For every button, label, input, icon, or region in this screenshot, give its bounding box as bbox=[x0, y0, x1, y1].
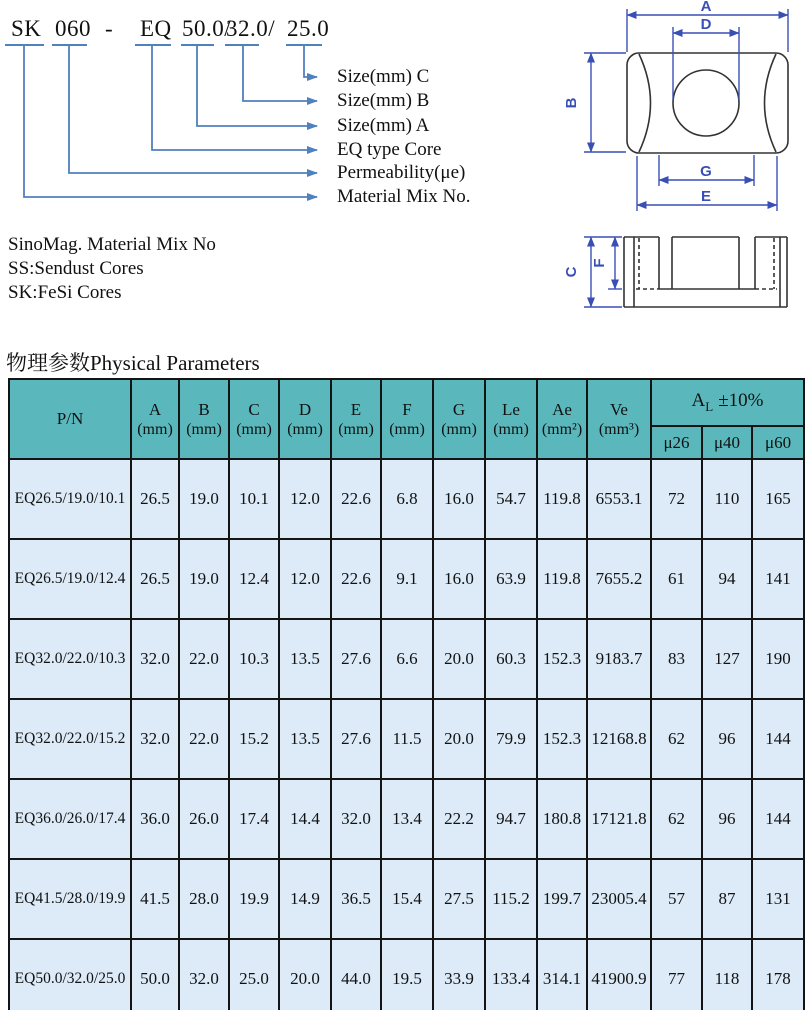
core-dimension-drawing bbox=[562, 0, 810, 336]
material-notes bbox=[8, 233, 216, 305]
dim-label-c: C bbox=[563, 266, 580, 278]
callout-label-size-c: Size(mm) C bbox=[337, 66, 430, 87]
table-row: EQ26.5/19.0/12.4 26.5 19.0 12.4 12.0 22.6 9.1 16.0 63.9 119.8 7655.2 61 94 141 bbox=[9, 539, 804, 619]
part-code-type: EQ bbox=[140, 16, 172, 41]
col-header-a: A (mm) bbox=[131, 379, 179, 459]
part-code-size-a: 50.0/ bbox=[182, 16, 232, 41]
col-header-e: E (mm) bbox=[331, 379, 381, 459]
callout-label-material: Material Mix No. bbox=[337, 186, 471, 207]
col-header-al: $A_L \pm 10\%$ bbox=[651, 379, 804, 426]
table-title bbox=[6, 347, 260, 377]
col-header-pn: P/N bbox=[9, 379, 131, 459]
pn-cell: EQ50.0/32.0/25.0 bbox=[9, 939, 131, 1010]
col-header-b: B (mm) bbox=[179, 379, 229, 459]
pn-cell: EQ41.5/28.0/19.9 bbox=[9, 859, 131, 939]
header-row bbox=[9, 379, 804, 426]
table-row: EQ36.0/26.0/17.4 36.0 26.0 17.4 14.4 32.0 13.4 22.2 94.7 180.8 17121.8 62 96 144 bbox=[9, 779, 804, 859]
dim-label-f: F bbox=[591, 258, 608, 268]
top-view-dimensions bbox=[584, 9, 788, 211]
col-header-ae: Ae (mm²) bbox=[537, 379, 587, 459]
col-header-f: F (mm) bbox=[381, 379, 433, 459]
core-top-view bbox=[627, 53, 788, 153]
col-header-u60: μ60 bbox=[752, 426, 804, 459]
table-title-cn: 物理参数 bbox=[6, 351, 90, 375]
dim-label-e: E bbox=[700, 188, 712, 205]
callout-label-core-type: EQ type Core bbox=[337, 139, 442, 160]
part-code-permeability: 060 bbox=[55, 16, 91, 41]
part-code-callout-lines bbox=[0, 0, 560, 215]
col-header-u26: μ26 bbox=[651, 426, 702, 459]
part-code-size-b: 32.0/ bbox=[226, 16, 276, 41]
callout-label-size-b: Size(mm) B bbox=[337, 90, 430, 111]
table-row: EQ41.5/28.0/19.9 41.5 28.0 19.9 14.9 36.5 15.4 27.5 115.2 199.7 23005.4 57 87 131 bbox=[9, 859, 804, 939]
col-header-d: D (mm) bbox=[279, 379, 331, 459]
note-sk: SK:FeSi Cores bbox=[8, 282, 122, 303]
note-sinomag: SinoMag. Material Mix No bbox=[8, 234, 216, 255]
col-header-c: C (mm) bbox=[229, 379, 279, 459]
callout-label-permeability: Permeability(μe) bbox=[337, 162, 466, 183]
table-row: EQ32.0/22.0/15.2 32.0 22.0 15.2 13.5 27.6 11.5 20.0 79.9 152.3 12168.8 62 96 144 bbox=[9, 699, 804, 779]
side-view-dimensions bbox=[584, 237, 622, 307]
pn-cell: EQ36.0/26.0/17.4 bbox=[9, 779, 131, 859]
table-title-en: Physical Parameters bbox=[90, 351, 260, 375]
callout-label-size-a: Size(mm) A bbox=[337, 115, 430, 136]
col-header-u40: μ40 bbox=[702, 426, 752, 459]
pn-cell: EQ32.0/22.0/15.2 bbox=[9, 699, 131, 779]
pn-cell: EQ32.0/22.0/10.3 bbox=[9, 619, 131, 699]
col-header-ve: Ve (mm³) bbox=[587, 379, 651, 459]
col-header-g: G (mm) bbox=[433, 379, 485, 459]
callout-connectors bbox=[24, 45, 317, 197]
pn-cell: EQ26.5/19.0/12.4 bbox=[9, 539, 131, 619]
physical-parameters-table bbox=[8, 378, 805, 1010]
pn-cell: EQ26.5/19.0/10.1 bbox=[9, 459, 131, 539]
core-side-view bbox=[624, 237, 787, 307]
table-row: EQ50.0/32.0/25.0 50.0 32.0 25.0 20.0 44.0 19.5 33.9 133.4 314.1 41900.9 77 118 178 bbox=[9, 939, 804, 1010]
col-header-le: Le (mm) bbox=[485, 379, 537, 459]
dim-label-a: A bbox=[700, 0, 712, 15]
table-row: EQ26.5/19.0/10.1 26.5 19.0 10.1 12.0 22.6 6.8 16.0 54.7 119.8 6553.1 72 110 165 bbox=[9, 459, 804, 539]
dim-label-b: B bbox=[563, 97, 580, 109]
part-code-size-c: 25.0 bbox=[287, 16, 330, 41]
note-ss: SS:Sendust Cores bbox=[8, 258, 144, 279]
dim-label-g: G bbox=[700, 163, 712, 180]
table-row: EQ32.0/22.0/10.3 32.0 22.0 10.3 13.5 27.6 6.6 20.0 60.3 152.3 9183.7 83 127 190 bbox=[9, 619, 804, 699]
part-code-material: SK bbox=[11, 16, 42, 41]
part-code-dash: - bbox=[105, 16, 114, 41]
dim-label-d: D bbox=[700, 16, 712, 33]
